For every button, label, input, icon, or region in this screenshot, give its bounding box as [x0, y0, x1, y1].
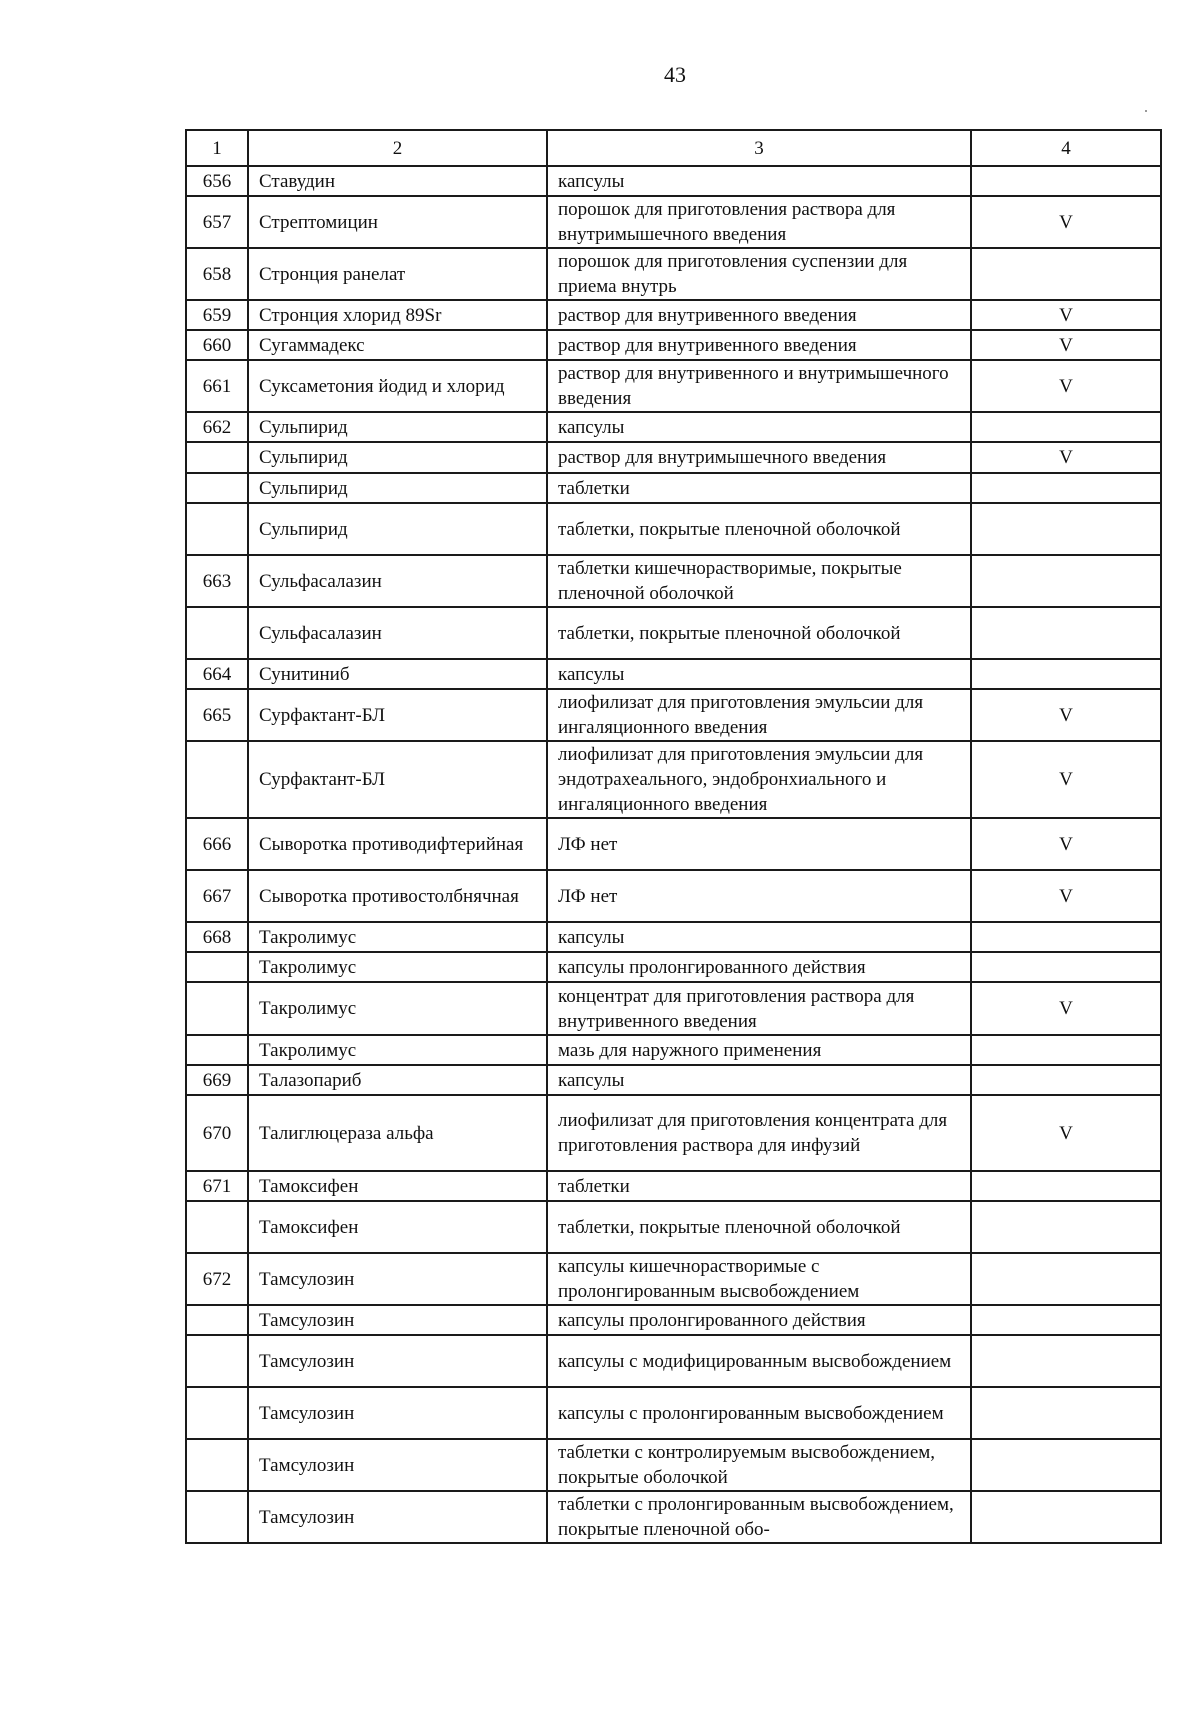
- dosage-form: раствор для внутримышечного введения: [547, 442, 971, 473]
- vital-mark: [971, 1171, 1161, 1201]
- vital-mark: [971, 659, 1161, 689]
- drug-name: Сыворотка противодифтерийная: [248, 818, 547, 870]
- dosage-form: таблетки: [547, 1171, 971, 1201]
- dosage-form: капсулы: [547, 166, 971, 196]
- table-row: [186, 1305, 1161, 1335]
- dosage-form: капсулы: [547, 412, 971, 442]
- drug-name: Сульфасалазин: [248, 555, 547, 607]
- drug-name: Такролимус: [248, 952, 547, 982]
- table-row: [186, 870, 1161, 922]
- table-row: [186, 473, 1161, 503]
- drug-name: Талазопариб: [248, 1065, 547, 1095]
- drug-name: Талиглюцераза альфа: [248, 1095, 547, 1171]
- row-number: [186, 1335, 248, 1387]
- drug-name: Сунитиниб: [248, 659, 547, 689]
- vital-mark: V: [971, 982, 1161, 1035]
- vital-mark: [971, 248, 1161, 300]
- row-number: [186, 1491, 248, 1543]
- table-row: [186, 818, 1161, 870]
- drug-name: Тамсулозин: [248, 1491, 547, 1543]
- row-number: 666: [186, 818, 248, 870]
- table-row: [186, 689, 1161, 741]
- vital-mark: [971, 166, 1161, 196]
- table-row: [186, 1201, 1161, 1253]
- dosage-form: капсулы: [547, 922, 971, 952]
- table-row: [186, 1387, 1161, 1439]
- drug-name: Такролимус: [248, 922, 547, 952]
- row-number: 664: [186, 659, 248, 689]
- row-number: 668: [186, 922, 248, 952]
- table-row: [186, 248, 1161, 300]
- row-number: 667: [186, 870, 248, 922]
- table-row: [186, 1095, 1161, 1171]
- dosage-form: таблетки, покрытые пленочной оболочкой: [547, 607, 971, 659]
- table-row: [186, 922, 1161, 952]
- row-number: [186, 1387, 248, 1439]
- row-number: [186, 503, 248, 555]
- table-row: [186, 360, 1161, 412]
- drug-name: Сульпирид: [248, 473, 547, 503]
- vital-mark: [971, 1387, 1161, 1439]
- row-number: 661: [186, 360, 248, 412]
- dosage-form: раствор для внутривенного введения: [547, 300, 971, 330]
- row-number: [186, 1035, 248, 1065]
- vital-mark: V: [971, 818, 1161, 870]
- vital-mark: [971, 1201, 1161, 1253]
- table-row: [186, 442, 1161, 473]
- drug-name: Тамоксифен: [248, 1201, 547, 1253]
- dosage-form: мазь для наружного применения: [547, 1035, 971, 1065]
- dosage-form: лиофилизат для приготовления эмульсии для ингаляционного введения: [547, 689, 971, 741]
- vital-mark: [971, 1253, 1161, 1305]
- table-header-row: [186, 130, 1161, 166]
- dosage-form: лиофилизат для приготовления эмульсии для эндотрахеального, эндобронхиального и ингаляционного введения: [547, 741, 971, 818]
- vital-mark: V: [971, 196, 1161, 248]
- dosage-form: ЛФ нет: [547, 870, 971, 922]
- drug-name: Суксаметония йодид и хлорид: [248, 360, 547, 412]
- header-col-4: 4: [971, 130, 1161, 166]
- table-row: [186, 1491, 1161, 1543]
- vital-mark: V: [971, 689, 1161, 741]
- drug-name: Сульпирид: [248, 412, 547, 442]
- vital-mark: [971, 1065, 1161, 1095]
- drug-name: Тамсулозин: [248, 1305, 547, 1335]
- vital-mark: V: [971, 300, 1161, 330]
- drug-name: Сульфасалазин: [248, 607, 547, 659]
- row-number: 660: [186, 330, 248, 360]
- vital-mark: V: [971, 330, 1161, 360]
- dosage-form: порошок для приготовления раствора для внутримышечного введения: [547, 196, 971, 248]
- table-row: [186, 555, 1161, 607]
- row-number: [186, 952, 248, 982]
- drug-name: Такролимус: [248, 1035, 547, 1065]
- dosage-form: капсулы: [547, 1065, 971, 1095]
- table-row: [186, 1065, 1161, 1095]
- table-row: [186, 607, 1161, 659]
- table-row: [186, 412, 1161, 442]
- drug-name: Тамсулозин: [248, 1439, 547, 1491]
- header-col-3: 3: [547, 130, 971, 166]
- vital-mark: V: [971, 1095, 1161, 1171]
- dosage-form: таблетки, покрытые пленочной оболочкой: [547, 503, 971, 555]
- drug-name: Стрептомицин: [248, 196, 547, 248]
- row-number: 671: [186, 1171, 248, 1201]
- vital-mark: [971, 1335, 1161, 1387]
- dosage-form: капсулы кишечнорастворимые с пролонгированным высвобождением: [547, 1253, 971, 1305]
- table-row: [186, 166, 1161, 196]
- table-row: [186, 1171, 1161, 1201]
- dosage-form: таблетки: [547, 473, 971, 503]
- dosage-form: концентрат для приготовления раствора для внутривенного введения: [547, 982, 971, 1035]
- row-number: [186, 1305, 248, 1335]
- drug-name: Сурфактант-БЛ: [248, 741, 547, 818]
- dosage-form: порошок для приготовления суспензии для приема внутрь: [547, 248, 971, 300]
- row-number: [186, 607, 248, 659]
- table-row: [186, 1035, 1161, 1065]
- page-number: 43: [664, 62, 686, 87]
- vital-mark: [971, 412, 1161, 442]
- row-number: 663: [186, 555, 248, 607]
- table-row: [186, 952, 1161, 982]
- table-row: [186, 503, 1161, 555]
- drug-name: Стронция хлорид 89Sr: [248, 300, 547, 330]
- table-row: [186, 1439, 1161, 1491]
- row-number: 658: [186, 248, 248, 300]
- dosage-form: таблетки, покрытые пленочной оболочкой: [547, 1201, 971, 1253]
- table-row: [186, 196, 1161, 248]
- table-row: [186, 300, 1161, 330]
- drug-name: Стронция ранелат: [248, 248, 547, 300]
- drug-name: Сыворотка противостолбнячная: [248, 870, 547, 922]
- row-number: 672: [186, 1253, 248, 1305]
- row-number: [186, 1201, 248, 1253]
- vital-mark: [971, 1035, 1161, 1065]
- scan-artifact: [1145, 110, 1147, 112]
- row-number: 665: [186, 689, 248, 741]
- drug-name: Тамоксифен: [248, 1171, 547, 1201]
- dosage-form: таблетки с контролируемым высвобождением, покрытые оболочкой: [547, 1439, 971, 1491]
- dosage-form: капсулы пролонгированного действия: [547, 1305, 971, 1335]
- vital-mark: [971, 1491, 1161, 1543]
- dosage-form: лиофилизат для приготовления концентрата для приготовления раствора для инфузий: [547, 1095, 971, 1171]
- row-number: [186, 442, 248, 473]
- drug-name: Сульпирид: [248, 503, 547, 555]
- vital-mark: [971, 922, 1161, 952]
- dosage-form: раствор для внутривенного и внутримышечного введения: [547, 360, 971, 412]
- vital-mark: [971, 952, 1161, 982]
- table-row: [186, 741, 1161, 818]
- table-body: [186, 166, 1161, 1543]
- header-col-2: 2: [248, 130, 547, 166]
- table-row: [186, 330, 1161, 360]
- header-col-1: 1: [186, 130, 248, 166]
- drug-name: Сугаммадекс: [248, 330, 547, 360]
- drug-name: Ставудин: [248, 166, 547, 196]
- dosage-form: раствор для внутривенного введения: [547, 330, 971, 360]
- vital-mark: [971, 1305, 1161, 1335]
- dosage-form: капсулы с пролонгированным высвобождением: [547, 1387, 971, 1439]
- drug-name: Тамсулозин: [248, 1253, 547, 1305]
- dosage-form: капсулы с модифицированным высвобождением: [547, 1335, 971, 1387]
- vital-mark: [971, 473, 1161, 503]
- row-number: [186, 982, 248, 1035]
- vital-mark: V: [971, 741, 1161, 818]
- drug-name: Сурфактант-БЛ: [248, 689, 547, 741]
- row-number: [186, 1439, 248, 1491]
- row-number: 670: [186, 1095, 248, 1171]
- row-number: 657: [186, 196, 248, 248]
- vital-mark: [971, 503, 1161, 555]
- table-row: [186, 659, 1161, 689]
- dosage-form: таблетки кишечнорастворимые, покрытые пленочной оболочкой: [547, 555, 971, 607]
- dosage-form: капсулы: [547, 659, 971, 689]
- vital-mark: V: [971, 360, 1161, 412]
- vital-mark: [971, 1439, 1161, 1491]
- drug-name: Тамсулозин: [248, 1387, 547, 1439]
- row-number: [186, 473, 248, 503]
- row-number: 656: [186, 166, 248, 196]
- vital-mark: V: [971, 442, 1161, 473]
- table-row: [186, 1253, 1161, 1305]
- table-row: [186, 982, 1161, 1035]
- dosage-form: ЛФ нет: [547, 818, 971, 870]
- dosage-form: капсулы пролонгированного действия: [547, 952, 971, 982]
- row-number: 669: [186, 1065, 248, 1095]
- drug-name: Такролимус: [248, 982, 547, 1035]
- vital-mark: [971, 607, 1161, 659]
- vital-mark: [971, 555, 1161, 607]
- drug-name: Сульпирид: [248, 442, 547, 473]
- drug-name: Тамсулозин: [248, 1335, 547, 1387]
- row-number: 662: [186, 412, 248, 442]
- vital-mark: V: [971, 870, 1161, 922]
- medicines-table: [185, 129, 1162, 1544]
- table-row: [186, 1335, 1161, 1387]
- row-number: 659: [186, 300, 248, 330]
- dosage-form: таблетки с пролонгированным высвобождением, покрытые пленочной обо-: [547, 1491, 971, 1543]
- row-number: [186, 741, 248, 818]
